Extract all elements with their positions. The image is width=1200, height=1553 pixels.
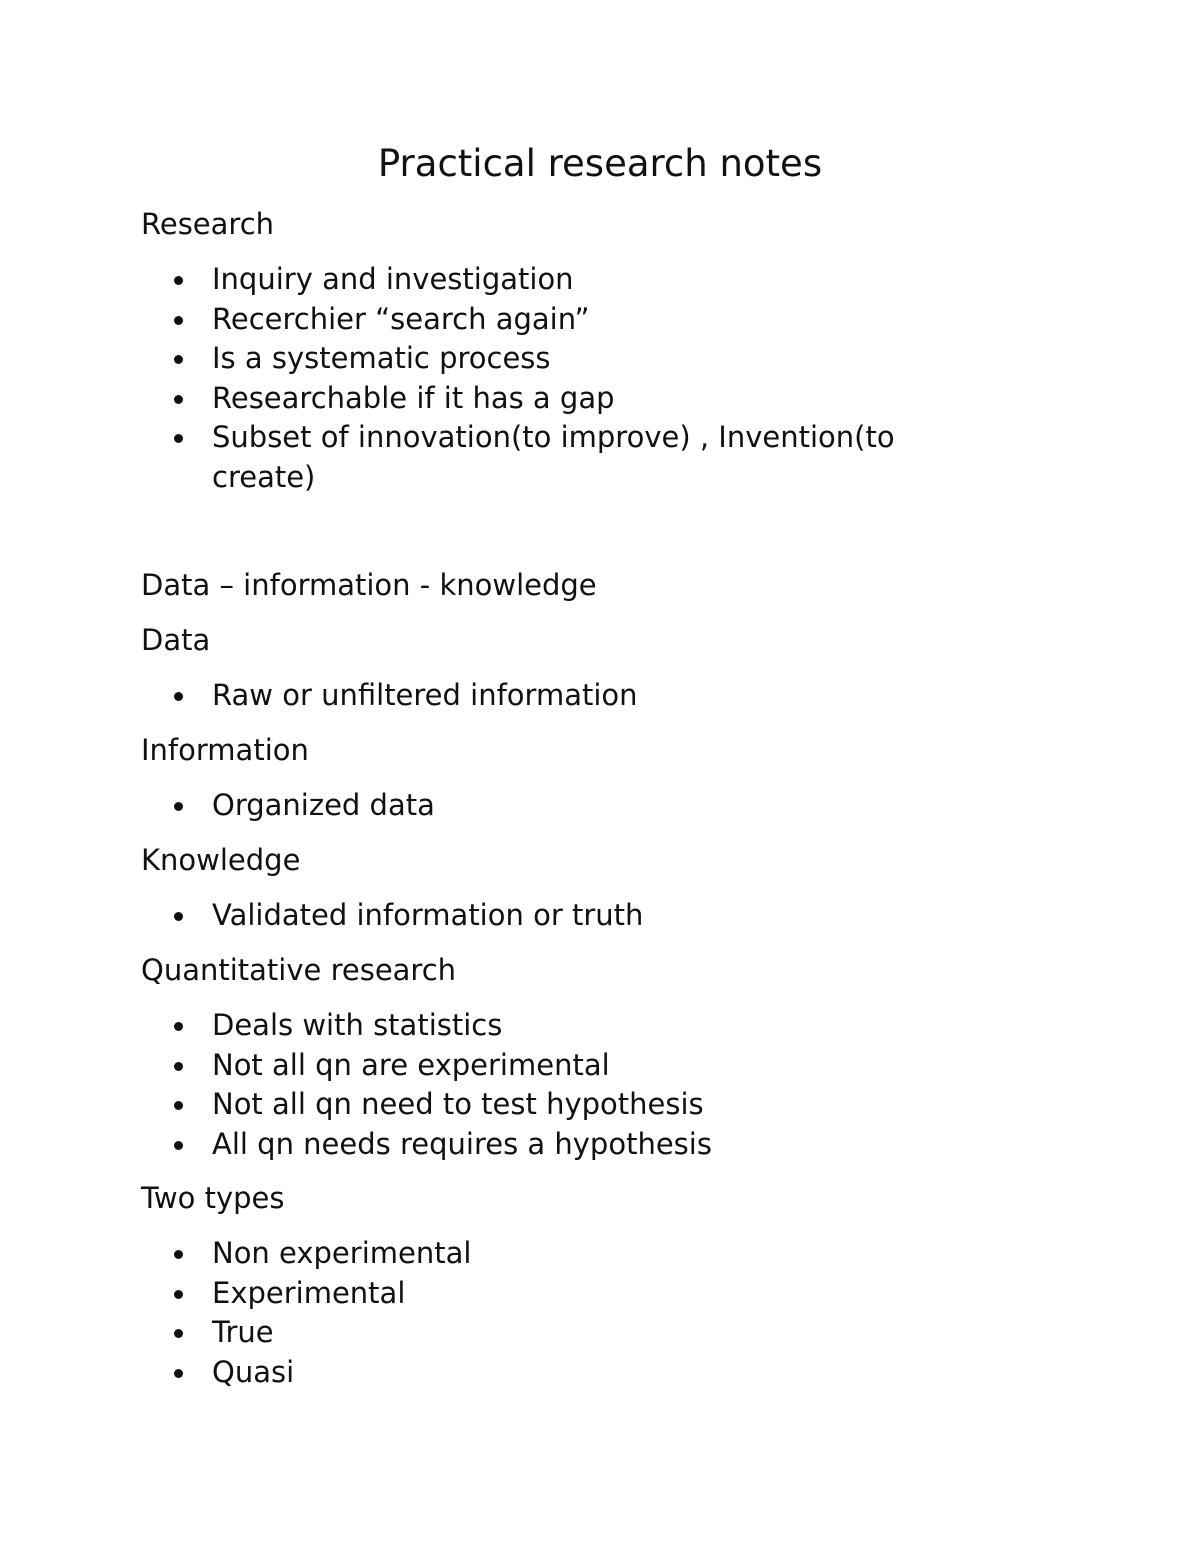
bullet-list-information	[141, 786, 1001, 826]
bullet-icon	[174, 316, 183, 325]
section-quantitative	[141, 951, 1001, 1164]
section-heading-research: Research	[141, 207, 275, 241]
bullet-list-research	[141, 260, 1001, 497]
section-heading-types: Two types	[141, 1181, 285, 1215]
section-research	[141, 205, 1001, 497]
list-item: Researchable if it has a gap	[141, 379, 1001, 419]
bullet-icon	[174, 1101, 183, 1110]
section-information	[141, 731, 1001, 826]
bullet-icon	[174, 395, 183, 404]
bullet-icon	[174, 434, 183, 443]
list-item: Quasi	[141, 1353, 1001, 1393]
list-item: Not all qn need to test hypothesis	[141, 1085, 1001, 1125]
list-item: Experimental	[141, 1274, 1001, 1314]
section-types	[141, 1179, 1001, 1392]
bullet-icon	[174, 1141, 183, 1150]
section-data	[141, 621, 1001, 716]
list-item: Deals with statistics	[141, 1006, 1001, 1046]
section-heading-quantitative: Quantitative research	[141, 953, 457, 987]
section-heading-information: Information	[141, 733, 309, 767]
bullet-icon	[174, 1250, 183, 1259]
list-item: Inquiry and investigation	[141, 260, 1001, 300]
list-item: Raw or unfiltered information	[141, 676, 1001, 716]
list-item: Subset of innovation(to improve) , Invention(to create)	[141, 418, 1001, 497]
list-item: Not all qn are experimental	[141, 1046, 1001, 1086]
section-dik	[141, 566, 1001, 605]
page-title: Practical research notes	[377, 142, 823, 185]
bullet-list-types	[141, 1234, 1001, 1392]
bullet-icon	[174, 802, 183, 811]
section-heading-dik: Data – information - knowledge	[141, 568, 597, 602]
bullet-icon	[174, 1369, 183, 1378]
bullet-icon	[174, 692, 183, 701]
list-item: Non experimental	[141, 1234, 1001, 1274]
bullet-icon	[174, 1290, 183, 1299]
bullet-icon	[174, 912, 183, 921]
section-knowledge	[141, 841, 1001, 936]
bullet-list-data	[141, 676, 1001, 716]
list-item: All qn needs requires a hypothesis	[141, 1125, 1001, 1165]
section-heading-knowledge: Knowledge	[141, 843, 301, 877]
list-item: Organized data	[141, 786, 1001, 826]
list-item: Is a systematic process	[141, 339, 1001, 379]
bullet-list-knowledge	[141, 896, 1001, 936]
list-item: Validated information or truth	[141, 896, 1001, 936]
list-item: Recerchier “search again”	[141, 300, 1001, 340]
bullet-icon	[174, 1062, 183, 1071]
bullet-list-quantitative	[141, 1006, 1001, 1164]
list-item: True	[141, 1313, 1001, 1353]
bullet-icon	[174, 276, 183, 285]
bullet-icon	[174, 1022, 183, 1031]
bullet-icon	[174, 355, 183, 364]
section-heading-data: Data	[141, 623, 211, 657]
bullet-icon	[174, 1329, 183, 1338]
